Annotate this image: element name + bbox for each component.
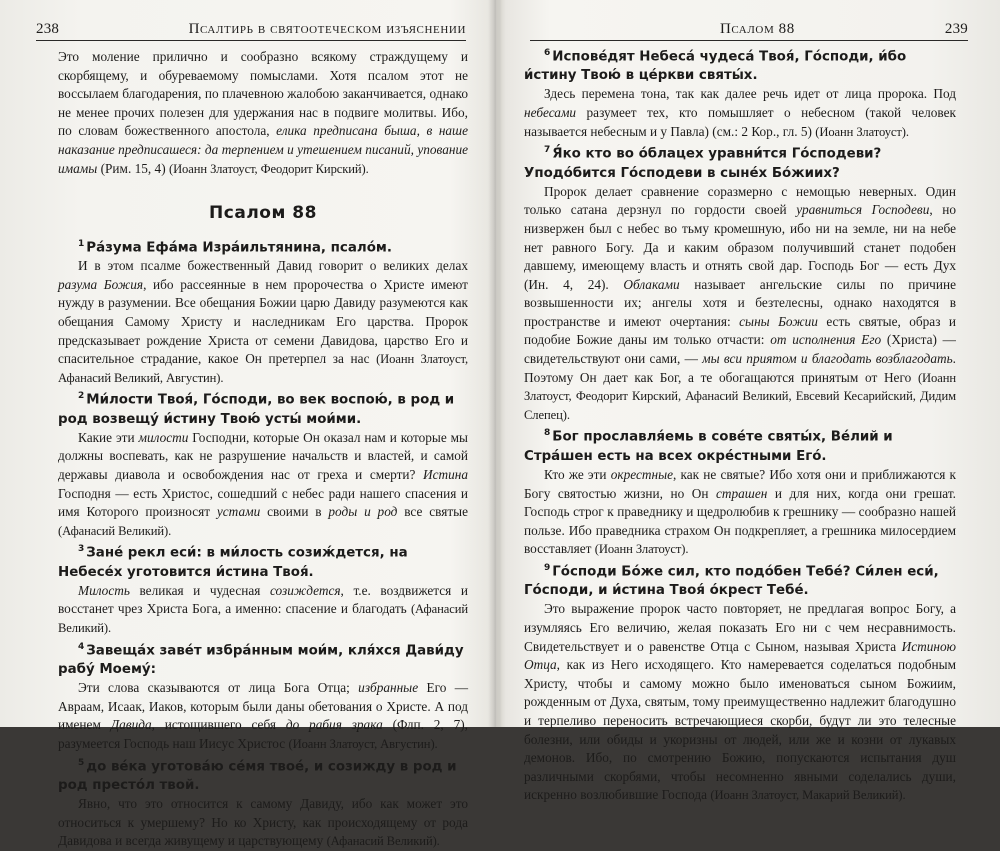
intro-paragraph: Это моление прилично и сообразно всякому страждущему и скорбящему, и обуреваемому помыслами. Хотя псалом этот не воссылаем благодарения, по плачевною жалобою заканчивается, однако не менее прочих полезен для удержания нас в подвиге молитвы. Ибо, по словам божественного апостола, елика предписана быша, в наше наказание предписашеся: да терпением и утешением писаний, упование имамы (Рим. 15, 4) (Иоанн Златоуст, Феодорит Кирский). — [58, 49, 469, 176]
verse: $^7$ Я́ко кто во о́блацех уравни́тся Го́сподеви? Уподо́бится Го́сподеви в сыне́х Бо́жиих? — [524, 145, 882, 181]
page-number: 238 — [36, 21, 60, 37]
verse: $^3$ Зане́ рекл еси́: в ми́лость созиж́дется, на Небесе́х уготовится и́стина Твоя́. — [58, 544, 408, 580]
running-title: Псалом 88 — [719, 21, 795, 37]
running-title: Псалтирь в святоотеческом изъяснении — [188, 21, 466, 37]
commentary: И в этом псалме божественный Давид говорит о великих делах разума Божия, ибо рассеянные в нем пророчества о Христе имеют нужду в разумении. Все обещания Божии царю Давиду разумеются как обещания Самому Христу и наследникам Его царства. Пророк предсказывает рождение Христа от семени Давидова, царство Его и спасительное страдание, какое Он претерпел за нас (Иоанн Златоуст, Афанасий Великий, Августин). — [58, 258, 468, 385]
commentary: Явно, что это относится к самому Давиду, ибо как может это относиться к умершему? Но ко Христу, как происходящему от рода Давидова и всегда живущему и царствующему (Афанасий Великий). — [58, 795, 468, 849]
verse: $^1$ Ра́зума Ефа́ма Изра́ильтянина, псало́м. — [78, 238, 392, 256]
commentary: Здесь перемена тона, так как далее речь идет от лица пророка. Под небесами разумеет тех, кто помышляет о небесном (такой человек называется небесным и у Павла) (см.: 2 Кор., гл. 5) (Иоанн Златоуст). — [524, 86, 956, 139]
verse: $^9$ Го́споди Бо́же сил, кто подо́бен Тебе́? Си́лен еси́, Го́споди, и и́стина Твоя́ о́крест Тебе́. — [524, 562, 939, 599]
verse: $^6$ Испове́дят Небеса́ чудеса́ Твоя́, Го́споди, и́бо и́стину Твою́ в це́ркви святы́х. — [524, 48, 907, 84]
commentary: Какие эти милости Господни, которые Он оказал нам и которые мы должны воспевать, как не разрушение начальств и властей, и самой державы диавола и освобождения нас от греха и смерти? Истина Господня — есть Христос, сошедший с небес ради нашего спасения и имя Которого произносят устами своими в роды и род все святые (Афанасий Великий). — [58, 429, 468, 538]
page-body — [524, 44, 956, 805]
psalm-title: Псалом 88 — [209, 203, 317, 224]
left-page — [0, 0, 490, 849]
right-page — [500, 0, 1000, 803]
commentary: Милость великая и чудесная созиждется, т.е. воздвижется и восстанет чрез Христа Бога, а именно: спасение и благодать (Афанасий Великий). — [58, 582, 468, 636]
running-header — [36, 18, 466, 41]
verse: $^5$ до ве́ка уготова́ю се́мя твое́, и созижду в род и род престо́л твой. — [58, 757, 457, 793]
verse: $^2$ Ми́лости Твоя́, Го́споди, во век воспою́, в род и род возвещу́ и́стину Твою́ усты́ мои́ми. — [58, 391, 455, 427]
commentary: Кто же эти окрестные, как не святые? Ибо хотя они и приближаются к Богу святостью жизни, но Он страшен и для них, когда они грешат. Господь строг к праведнику и щедролюбив к грешнику — сообразно нашей пользе. Ибо праведника страхом Он подкрепляет, а грешника милосердием восставляет (Иоанн Златоуст). — [524, 466, 956, 557]
commentary: Это выражение пророк часто повторяет, не предлагая вопрос Богу, а изумляясь Его величию, желая показать Его ни с чем несравнимость. Свидетельствует и о равенстве Отца с Сыном, называя Христа Истиною Отца, как из Него исходящего. Кто намеревается соделаться подобным Христу, чтобы и самому можно было именоваться сыном Божиим, рожденным от Духа, святым, тому преимущественно надлежит благодушно и терпеливо переносить встречающиеся скорби, будут ли это телесные болезни, или обиды и укоризны от людей, или же и козни от лукавых демонов. Ибо, по смотрению Божию, попускаются испытания душ различными скорбями, чтобы несомненно явными соделались души, искренно возлюбившие Господа (Иоанн Златоуст, Макарий Великий). — [524, 601, 956, 803]
page-body — [58, 48, 468, 851]
verse: $^8$ Бог прославля́емь в сове́те святы́х, Ве́лий и Стра́шен есть на всех окре́стными Его́. — [524, 428, 893, 464]
verse: $^4$ Завеща́х заве́т избра́нным мои́м, кля́хся Дави́ду рабу́ Моему́: — [58, 641, 464, 678]
commentary: Пророк делает сравнение соразмерно с немощью неверных. Один только сатана дерзнул по гордости своей уравниться Господеви, но низвержен был с небес во тьму кромешную, ибо ни на земле, ни на небе нет равного Богу. Да и каким образом получивший станет подобен давшему, имеющему власть и отнять свой дар. Господь Бог — есть Дух (Ин. 4, 24). Облаками называет ангельские силы по причине возвышенности их; ангелы хотя и безтелесны, однако находятся в пространстве и имеют очертания: сыны Божии есть святые, образ и подобие Божие даны им только отчасти: от исполнения Его (Христа) — свидетельствуют они сами, — мы вси приятом и благодать возблагодать. Поэтому Он дает как Бог, а те обогащаются принятым от Него (Иоанн Златоуст, Феодорит Кирский, Афанасий Великий, Евсевий Кесарийский, Дидим Слепец). — [524, 183, 957, 422]
page-number: 239 — [944, 21, 968, 37]
commentary: Эти слова сказываются от лица Бога Отца; избранные Его — Авраам, Исаак, Иаков, которым были даны обетования о Христе. А под именем Давида, истощившего себя до рабия зрака (Флп. 2, 7), разумеется Господь наш Иисус Христос (Иоанн Златоуст, Августин). — [58, 680, 468, 751]
running-header — [530, 18, 968, 41]
